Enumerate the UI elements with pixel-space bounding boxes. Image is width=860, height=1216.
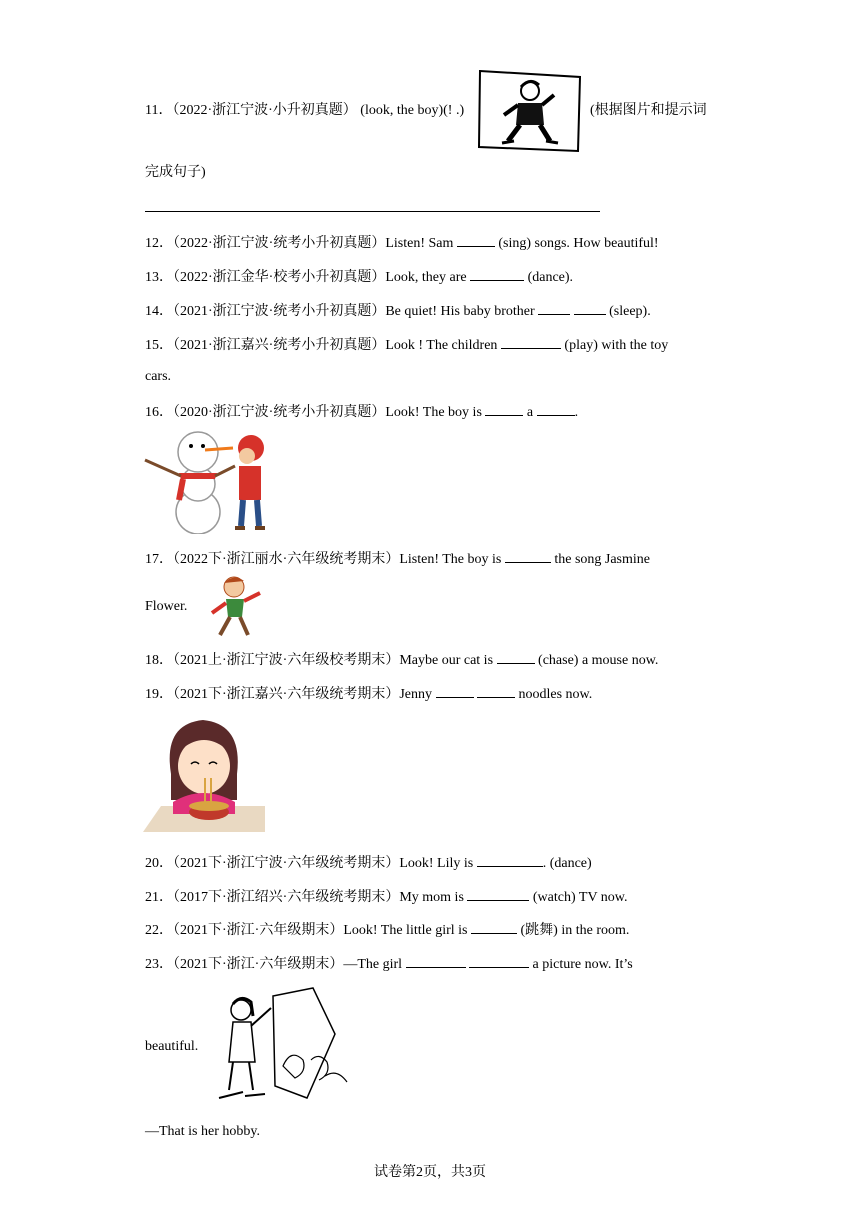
question-22: 22．（2021下·浙江·六年级期末）Look! The little girl is (跳舞) in the room. — [145, 919, 629, 940]
question-15-continuation: cars. — [145, 369, 172, 384]
question-23-continuation: beautiful. — [145, 1039, 199, 1054]
answer-blank[interactable] — [467, 886, 529, 901]
answer-blank[interactable] — [538, 300, 570, 315]
answer-blank[interactable] — [477, 683, 515, 698]
question-14: 14．（2021·浙江宁波·统考小升初真题）Be quiet! His baby brother (sleep). — [145, 300, 651, 321]
page-footer: 试卷第2页，共3页 — [374, 1165, 486, 1180]
answer-blank[interactable] — [469, 953, 529, 968]
question-13: 13．（2022·浙江金华·校考小升初真题）Look, they are (dance). — [145, 266, 573, 287]
answer-blank[interactable] — [436, 683, 474, 698]
boy-kungfu-image — [478, 69, 582, 153]
answer-blank[interactable] — [406, 953, 466, 968]
question-11-continuation: 完成句子) — [145, 165, 206, 180]
question-11-suffix: (根据图片和提示词 — [590, 103, 707, 118]
answer-blank[interactable] — [497, 649, 535, 664]
question-23: 23．（2021下·浙江·六年级期末）—The girl a picture now. It’s — [145, 953, 633, 974]
question-11-text: 11．（2022·浙江宁波·小升初真题） (look, the boy)(! .) — [145, 103, 465, 118]
question-18: 18．（2021上·浙江宁波·六年级校考期末）Maybe our cat is (chase) a mouse now. — [145, 649, 658, 670]
answer-blank[interactable] — [485, 401, 523, 416]
question-11 — [145, 102, 464, 120]
boy-singing-image — [204, 573, 266, 639]
question-21: 21．（2017下·浙江绍兴·六年级统考期末）My mom is (watch) TV now. — [145, 886, 628, 907]
question-20: 20．（2021下·浙江宁波·六年级统考期末）Look! Lily is . (dance) — [145, 852, 592, 873]
answer-line[interactable] — [145, 211, 600, 212]
answer-blank[interactable] — [470, 266, 524, 281]
question-17: 17．（2022下·浙江丽水·六年级统考期末）Listen! The boy is the song Jasmine — [145, 548, 650, 569]
question-15: 15．（2021·浙江嘉兴·统考小升初真题）Look ! The children (play) with the toy — [145, 334, 668, 355]
answer-blank[interactable] — [574, 300, 606, 315]
question-12: 12．（2022·浙江宁波·统考小升初真题）Listen! Sam (sing) songs. How beautiful! — [145, 232, 659, 253]
answer-blank[interactable] — [477, 852, 543, 867]
answer-blank[interactable] — [471, 919, 517, 934]
question-17-continuation: Flower. — [145, 599, 188, 614]
girl-noodles-image — [143, 714, 265, 834]
answer-blank[interactable] — [501, 334, 561, 349]
question-16: 16．（2020·浙江宁波·统考小升初真题）Look! The boy is a . — [145, 401, 578, 422]
answer-blank[interactable] — [505, 548, 551, 563]
question-19: 19．（2021下·浙江嘉兴·六年级统考期末）Jenny noodles now. — [145, 683, 592, 704]
girl-drawing-image — [215, 986, 349, 1104]
answer-blank[interactable] — [537, 401, 575, 416]
boy-snowman-image — [143, 430, 271, 534]
answer-blank[interactable] — [457, 232, 495, 247]
question-23-reply: —That is her hobby. — [145, 1124, 260, 1139]
